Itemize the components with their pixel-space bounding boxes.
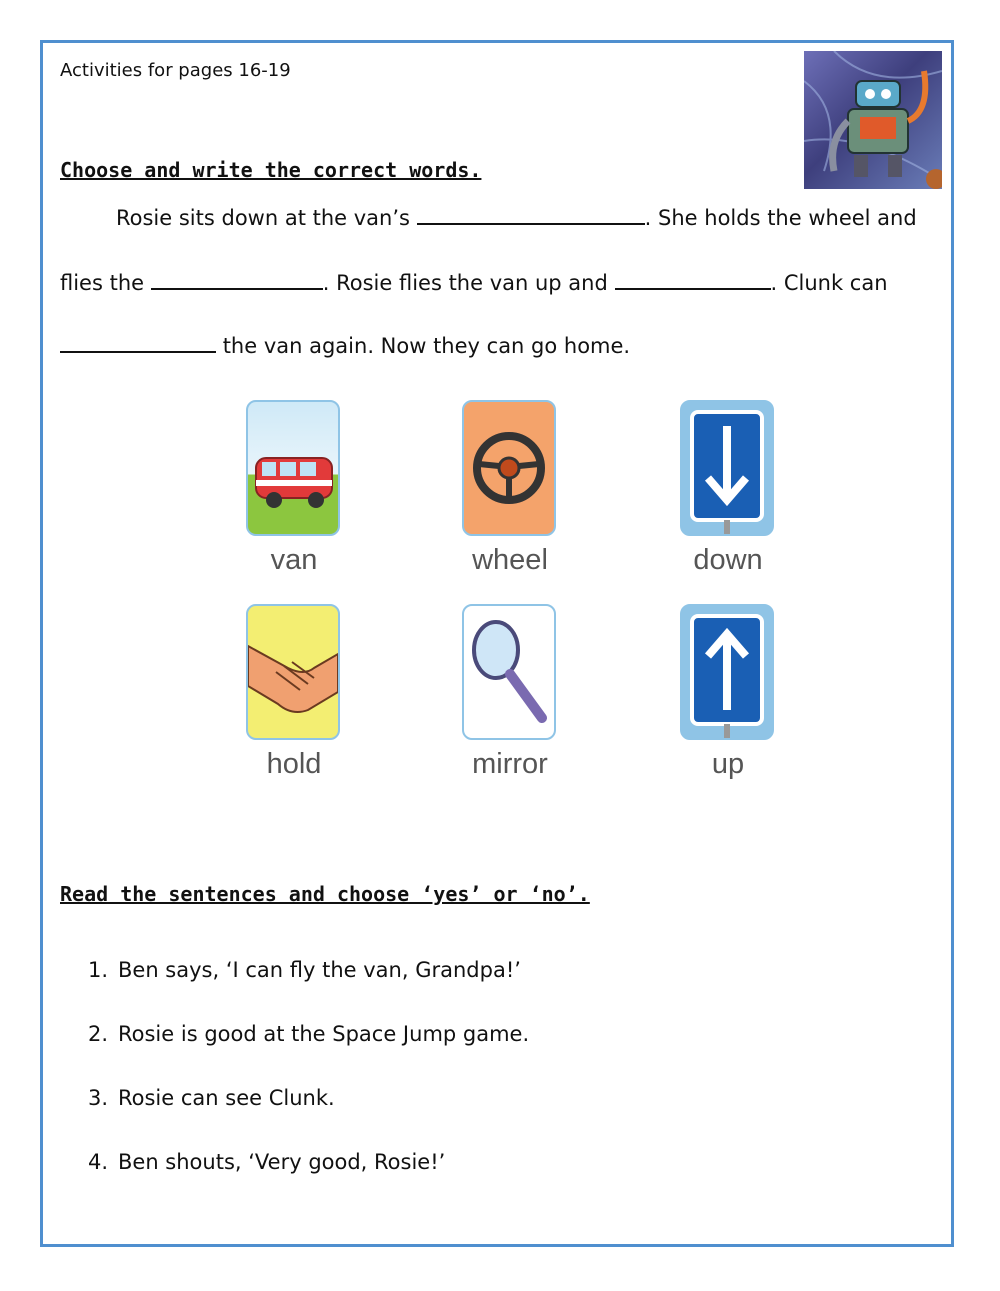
robot-clunk-illustration bbox=[804, 51, 942, 189]
fill-text-2a: flies the bbox=[60, 271, 145, 295]
fill-text-1b: . She holds the wheel and bbox=[644, 206, 917, 230]
word-label-down: down bbox=[693, 544, 763, 576]
item-number: 4. bbox=[88, 1150, 109, 1174]
list-item bbox=[88, 958, 521, 982]
steering-wheel-icon bbox=[464, 402, 554, 534]
hand-mirror-icon bbox=[464, 606, 554, 738]
item-number: 1. bbox=[88, 958, 109, 982]
down-arrow-sign-icon bbox=[682, 402, 772, 534]
fill-text-2c: . Clunk can bbox=[770, 271, 888, 295]
item-text: Ben shouts, ‘Very good, Rosie!’ bbox=[118, 1150, 446, 1174]
item-text: Ben says, ‘I can fly the van, Grandpa!’ bbox=[118, 958, 521, 982]
word-label-wheel: wheel bbox=[472, 544, 548, 576]
list-item bbox=[88, 1086, 335, 1110]
holding-hands-icon bbox=[248, 606, 338, 738]
list-item bbox=[88, 1022, 529, 1046]
word-card-down bbox=[680, 400, 774, 536]
word-card-up bbox=[680, 604, 774, 740]
page-subtitle: Activities for pages 16-19 bbox=[60, 60, 291, 81]
word-label-up: up bbox=[711, 748, 745, 780]
section2-heading: Read the sentences and choose ‘yes’ or ‘no’. bbox=[60, 882, 590, 906]
fill-text-3b: the van again. Now they can go home. bbox=[222, 334, 631, 358]
word-label-mirror: mirror bbox=[472, 748, 548, 780]
van-icon bbox=[248, 402, 338, 534]
fill-text-2b: . Rosie flies the van up and bbox=[322, 271, 608, 295]
fill-text-1a: Rosie sits down at the van’s bbox=[116, 206, 410, 230]
item-text: Rosie can see Clunk. bbox=[118, 1086, 335, 1110]
list-item bbox=[88, 1150, 445, 1174]
word-label-hold: hold bbox=[266, 748, 322, 780]
word-card-wheel bbox=[462, 400, 556, 536]
blank-4[interactable] bbox=[60, 333, 216, 353]
word-card-mirror bbox=[462, 604, 556, 740]
blank-2[interactable] bbox=[151, 270, 323, 290]
up-arrow-sign-icon bbox=[682, 606, 772, 738]
item-number: 2. bbox=[88, 1022, 109, 1046]
word-label-van: van bbox=[270, 544, 318, 576]
item-number: 3. bbox=[88, 1086, 109, 1110]
item-text: Rosie is good at the Space Jump game. bbox=[118, 1022, 530, 1046]
blank-1[interactable] bbox=[417, 205, 645, 225]
section1-heading: Choose and write the correct words. bbox=[60, 158, 482, 182]
word-card-hold bbox=[246, 604, 340, 740]
blank-3[interactable] bbox=[615, 270, 771, 290]
fill-line-1 bbox=[60, 205, 930, 230]
fill-line-2 bbox=[60, 270, 930, 295]
word-card-van bbox=[246, 400, 340, 536]
fill-line-3 bbox=[60, 333, 930, 358]
